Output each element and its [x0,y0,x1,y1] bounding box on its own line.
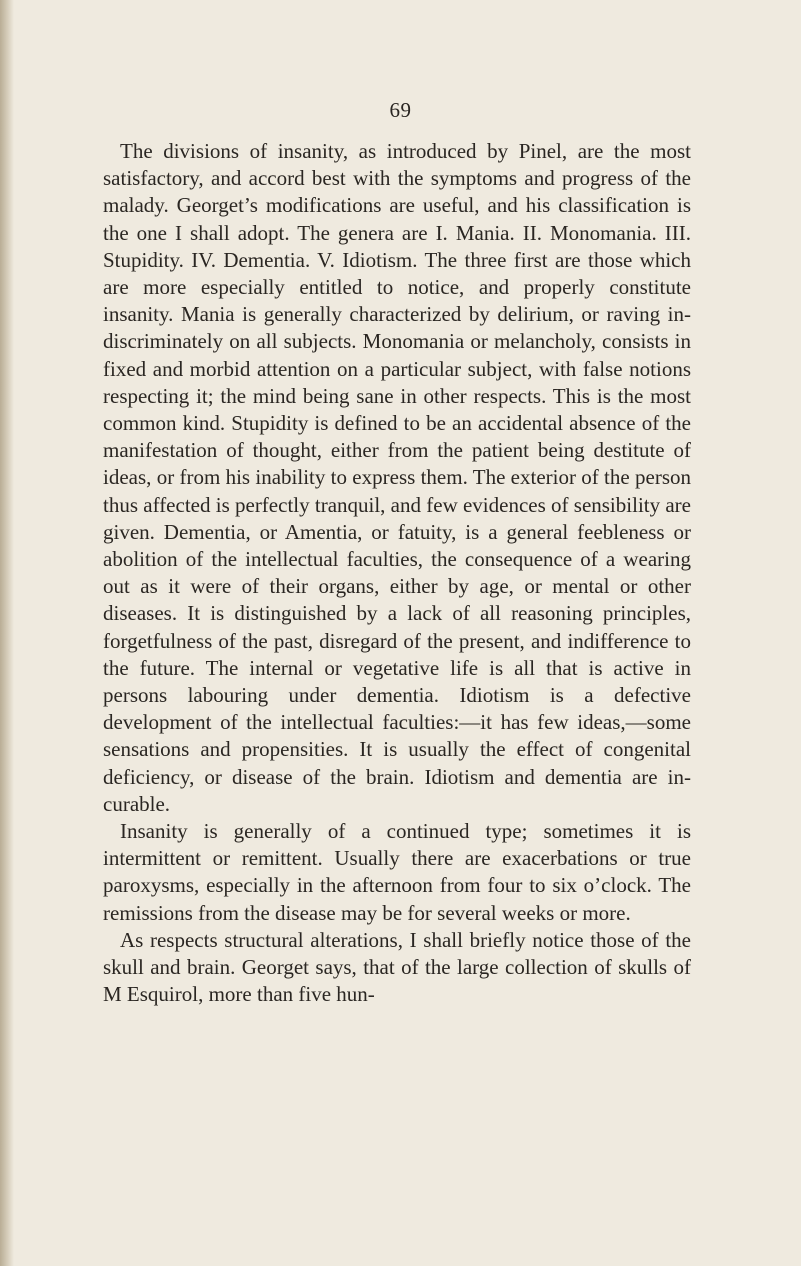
paragraph-structural: As respects structural alterations, I shall briefly notice those of the skull and brain. Georget says, that of the large collection of skulls of M Esquirol, more than five hun- [103,927,691,1007]
paragraph-genera: The divisions of insanity, as introduced by Pinel, are the most satisfactory, and accord best with the symptoms and progress of the malady. Georget’s modifications are useful, and his classification is the one I shall adopt. The genera are I. Mania. II. Monomania. III. Stupidity. IV. Dementia. V. Idiotism. The three first are those which are more especially entitled to notice, and properly constitute insanity. Mania is generally characterized by delirium, or raving indiscriminately on all subjects. Monomania or melancholy, consists in fixed and morbid attention on a particular subject, with false notions respecting it; the mind being sane in other respects. This is the most common kind. Stupidity is defined to be an accidental absence of the manifestation of thought, either from the patient being destitute of ideas, or from his inability to express them. The exterior of the person thus affected is perfectly tranquil, and few evidences of sensibility are given. Dementia, or Amentia, or fatuity, is a general feebleness or abolition of the intellectual faculties, the consequence of a wearing out as it were of their organs, either by age, or mental or other diseases. It is distinguished by a lack of all reasoning principles, forgetfulness of the past, disregard of the present, and indifference to the future. The internal or vegetative life is all that is active in persons labouring under dementia. Idiotism is a defective development of the intellectual faculties:—it has few ideas,—some sensations and propensities. It is usually the effect of congenital deficiency, or disease of the brain. Idiotism and dementia are incurable. [103,139,691,816]
body-text [103,138,691,1009]
page-binding-edge [0,0,14,1266]
paragraph-type: Insanity is generally of a continued type; sometimes it is intermittent or remittent. Usually there are exacerbations or true paroxysms, especially in the afternoon from four to six o’clock. The remissions from the disease may be for several weeks or more. [103,819,691,925]
page-number: 69 [389,98,412,122]
